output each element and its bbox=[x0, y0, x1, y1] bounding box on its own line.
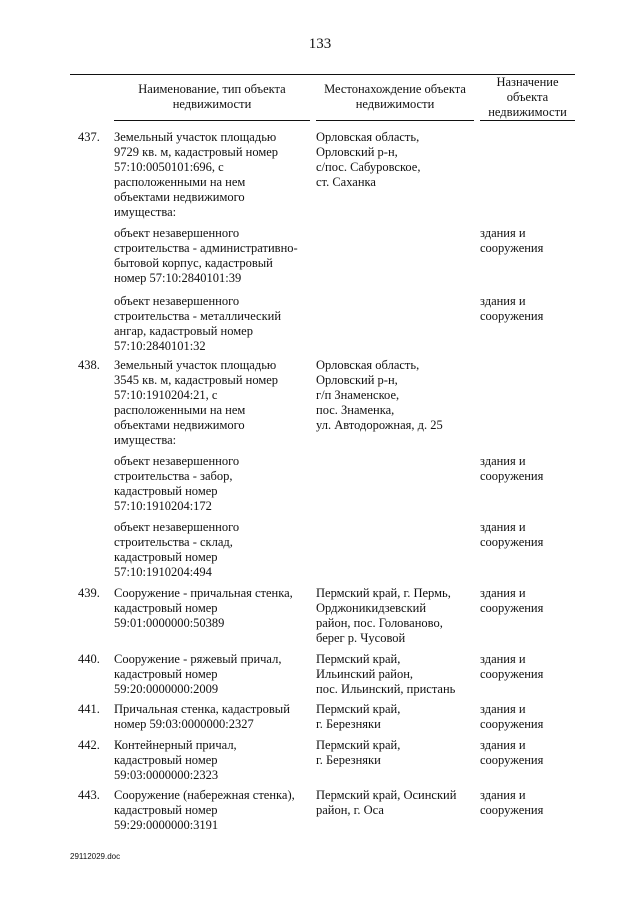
table-row bbox=[70, 652, 575, 702]
row-name: Сооружение (набережная стенка), кадастровый номер 59:29:0000000:3191 bbox=[114, 788, 295, 832]
row-number: 442. bbox=[78, 738, 100, 752]
row-location: Пермский край, г. Пермь, Орджоникидзевский район, пос. Голованово, берег р. Чусовой bbox=[316, 586, 451, 645]
document-filename: 29112029.doc bbox=[70, 852, 121, 861]
table-row bbox=[70, 226, 575, 294]
row-number: 443. bbox=[78, 788, 100, 802]
header-purpose-cell bbox=[480, 75, 575, 121]
row-purpose: здания и сооружения bbox=[480, 652, 544, 681]
row-name: Земельный участок площадью 3545 кв. м, кадастровый номер 57:10:1910204:21, с расположенными на нем объектами недвижимого имущества: bbox=[114, 358, 279, 447]
table-row bbox=[70, 788, 575, 838]
table-row bbox=[70, 294, 575, 358]
row-number: 438. bbox=[78, 358, 100, 372]
row-name: объект незавершенного строительства - забор, кадастровый номер 57:10:1910204:172 bbox=[114, 454, 240, 513]
table-row bbox=[70, 738, 575, 788]
property-table bbox=[70, 130, 575, 838]
header-name-label: Наименование, тип объекта недвижимости bbox=[138, 82, 286, 111]
table-row bbox=[70, 586, 575, 652]
table-row bbox=[70, 358, 575, 454]
row-name: Земельный участок площадью 9729 кв. м, кадастровый номер 57:10:0050101:696, с расположенными на нем объектами недвижимого имущества: bbox=[114, 130, 279, 219]
row-name: Контейнерный причал, кадастровый номер 59:03:0000000:2323 bbox=[114, 738, 237, 782]
row-number: 440. bbox=[78, 652, 100, 666]
header-location-cell bbox=[316, 75, 474, 121]
table-row bbox=[70, 702, 575, 738]
row-name: объект незавершенного строительства - административно- бытовой корпус, кадастровый номер 57:10:2840101:39 bbox=[114, 226, 298, 285]
header-name-cell bbox=[114, 75, 310, 121]
page-number: 133 bbox=[308, 36, 332, 52]
row-name: Причальная стенка, кадастровый номер 59:03:0000000:2327 bbox=[114, 702, 290, 731]
row-location: Орловская область, Орловский р-н, с/пос. Сабуровское, ст. Саханка bbox=[316, 130, 421, 189]
row-location: Орловская область, Орловский р-н, г/п Знаменское, пос. Знаменка, ул. Автодорожная, д. 25 bbox=[316, 358, 443, 432]
table-row bbox=[70, 454, 575, 520]
table-row bbox=[70, 130, 575, 226]
row-name: объект незавершенного строительства - металлический ангар, кадастровый номер 57:10:2840101:32 bbox=[114, 294, 282, 353]
header-location-label: Местонахождение объекта недвижимости bbox=[324, 82, 466, 111]
row-purpose: здания и сооружения bbox=[480, 454, 544, 483]
row-number: 441. bbox=[78, 702, 100, 716]
row-name: Сооружение - ряжевый причал, кадастровый номер 59:20:0000000:2009 bbox=[114, 652, 282, 696]
row-location: Пермский край, Осинский район, г. Оса bbox=[316, 788, 457, 817]
row-location: Пермский край, г. Березняки bbox=[316, 702, 401, 731]
row-purpose: здания и сооружения bbox=[480, 788, 544, 817]
row-location: Пермский край, г. Березняки bbox=[316, 738, 401, 767]
row-number: 437. bbox=[78, 130, 100, 144]
row-number: 439. bbox=[78, 586, 100, 600]
row-purpose: здания и сооружения bbox=[480, 702, 544, 731]
row-purpose: здания и сооружения bbox=[480, 294, 544, 323]
table-row bbox=[70, 520, 575, 586]
row-purpose: здания и сооружения bbox=[480, 738, 544, 767]
table-header bbox=[70, 75, 575, 121]
row-name: объект незавершенного строительства - склад, кадастровый номер 57:10:1910204:494 bbox=[114, 520, 240, 579]
row-purpose: здания и сооружения bbox=[480, 586, 544, 615]
row-location: Пермский край, Ильинский район, пос. Ильинский, пристань bbox=[316, 652, 456, 696]
row-purpose: здания и сооружения bbox=[480, 520, 544, 549]
header-purpose-label: Назначение объекта недвижимости bbox=[488, 75, 567, 119]
row-name: Сооружение - причальная стенка, кадастровый номер 59:01:0000000:50389 bbox=[114, 586, 293, 630]
row-purpose: здания и сооружения bbox=[480, 226, 544, 255]
